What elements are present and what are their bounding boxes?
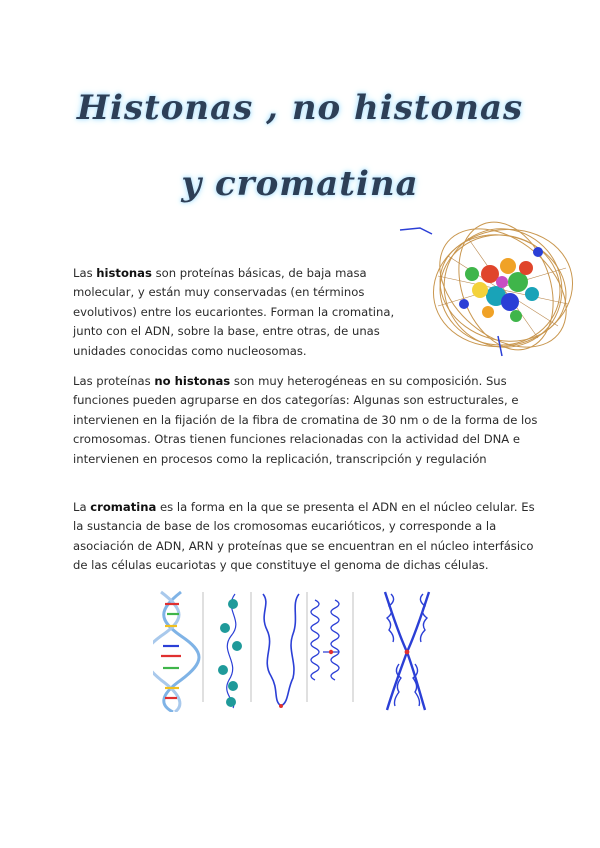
paragraph-no-histonas: Las proteínas no histonas son muy heterogéneas en su composición. Sus funciones pueden agruparse en dos categorías: Algunas son estructurales, e intervienen en la fijación de la fibra de cromatina de 30 nm o de la forma de los cromosomas. Otras tienen funciones relacionadas con la actividad del DNA e intervienen en procesos como la replicación, transcripción y regulación bbox=[73, 374, 538, 466]
paragraph-histonas: Las histonas son proteínas básicas, de baja masa molecular, y están muy conservadas (en términos evolutivos) entre los eucariontes. Forman la cromatina, junto con el ADN, sobre la base, entre otras, de unas unidades conocidas como nucleosomas. bbox=[73, 266, 395, 358]
double-helix bbox=[153, 592, 199, 712]
term-cromatina: cromatina bbox=[90, 500, 157, 514]
title-line-1: Histonas , no histonas bbox=[76, 88, 524, 128]
nucleosome-illustration bbox=[398, 216, 598, 360]
title-line-2: y cromatina bbox=[181, 164, 419, 204]
term-histonas: histonas bbox=[96, 266, 152, 280]
term-no-histonas: no histonas bbox=[154, 374, 231, 388]
dna-compaction-illustration bbox=[153, 590, 443, 712]
paragraph-cromatina: La cromatina es la forma en la que se presenta el ADN en el núcleo celular. Es la sustancia de base de los cromosomas eucarióticos, y corresponde a la asociación de ADN, ARN y proteínas que se encuentran en el núcleo interfásico de las células eucariotas y que constituye el genoma de dichas células. bbox=[73, 500, 535, 573]
condensed-loops bbox=[311, 600, 339, 680]
nucleosome-beads bbox=[218, 594, 242, 708]
chromatin-fiber bbox=[263, 594, 299, 706]
